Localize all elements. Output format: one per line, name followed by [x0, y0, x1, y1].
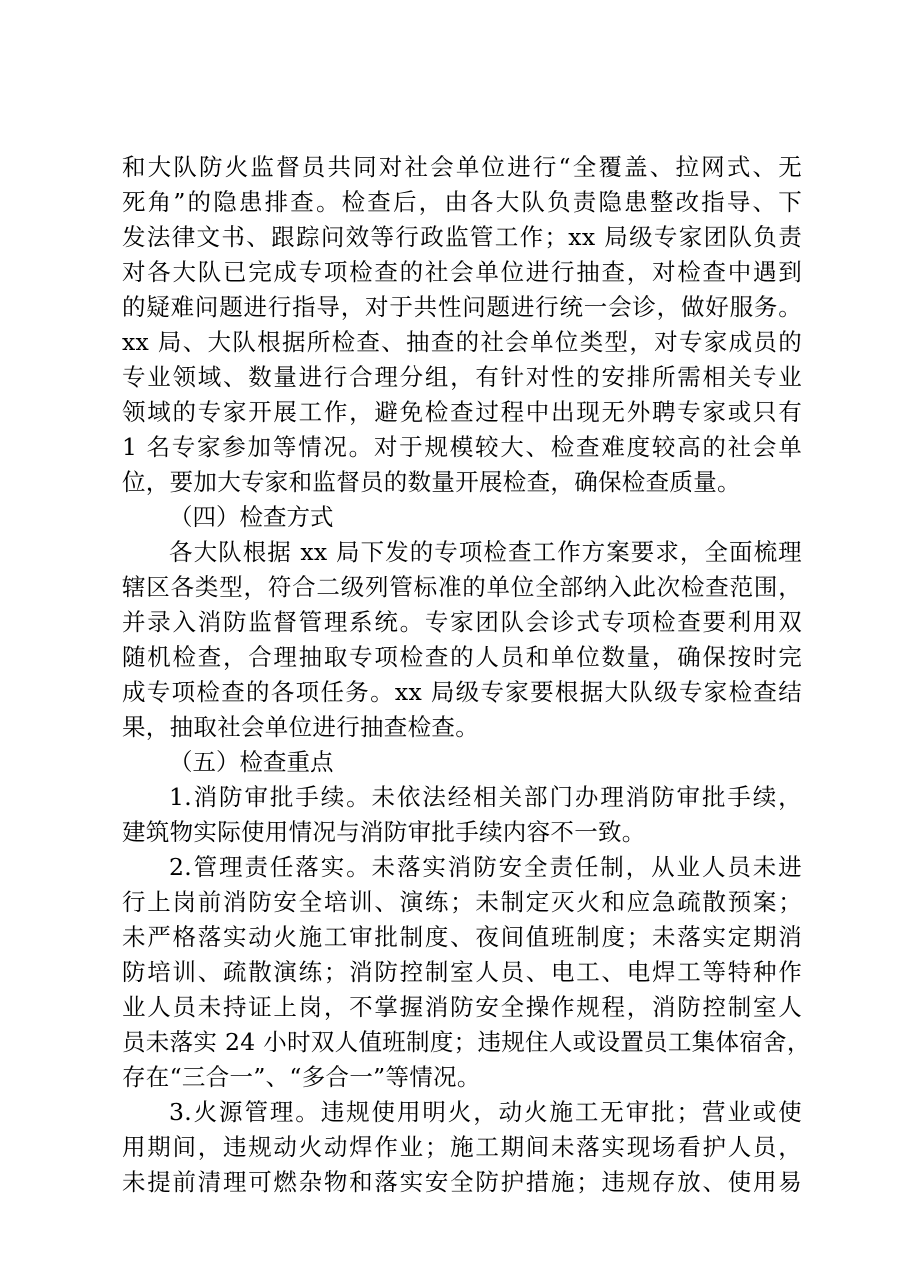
text-line: 员未落实 24 小时双人值班制度；违规住人或设置员工集体宿舍，	[122, 1028, 811, 1056]
text-line: 并录入消防监督管理系统。专家团队会诊式专项检查要利用双	[122, 608, 802, 636]
section-heading-inspection-method: （四）检查方式	[169, 503, 334, 531]
text-line: 随机检查，合理抽取专项检查的人员和单位数量，确保按时完	[122, 643, 802, 671]
paragraph-item-2-responsibility	[122, 850, 811, 1095]
text-line: 位，要加大专家和监督员的数量开展检查，确保检查质量。	[122, 468, 741, 496]
text-line: 领域的专家开展工作，避免检查过程中出现无外聘专家或只有	[122, 398, 802, 426]
text-line: 各大队根据 xx 局下发的专项检查工作方案要求，全面梳理	[169, 538, 802, 566]
text-line: 存在“三合一”、“多合一”等情况。	[122, 1063, 481, 1091]
text-line: 发法律文书、跟踪问效等行政监管工作；xx 局级专家团队负责	[122, 223, 802, 251]
text-line: 未提前清理可燃杂物和落实安全防护措施；违规存放、使用易	[122, 1168, 802, 1196]
document-page	[122, 150, 811, 1200]
text-line: xx 局、大队根据所检查、抽查的社会单位类型，对专家成员的	[122, 328, 802, 356]
text-line: 和大队防火监督员共同对社会单位进行“全覆盖、拉网式、无	[122, 153, 802, 181]
text-line: 死角”的隐患排查。检查后，由各大队负责隐患整改指导、下	[122, 188, 802, 216]
paragraph-continuation	[122, 150, 802, 500]
paragraph-inspection-method	[122, 535, 802, 745]
text-line: 1 名专家参加等情况。对于规模较大、检查难度较高的社会单	[122, 433, 802, 461]
text-line: 防培训、疏散演练；消防控制室人员、电工、电焊工等特种作	[122, 958, 802, 986]
text-line: 果，抽取社会单位进行抽查检查。	[122, 713, 479, 741]
text-line: 用期间，违规动火动焊作业；施工期间未落实现场看护人员，	[122, 1133, 802, 1161]
paragraph-item-3-fire-source	[122, 1095, 802, 1200]
text-line: 辖区各类型，符合二级列管标准的单位全部纳入此次检查范围，	[122, 573, 802, 601]
text-line: 3.火源管理。违规使用明火，动火施工无审批；营业或使	[169, 1098, 802, 1126]
paragraph-item-1-approval	[122, 780, 802, 850]
text-line: 1.消防审批手续。未依法经相关部门办理消防审批手续，	[169, 783, 802, 811]
text-line: 建筑物实际使用情况与消防审批手续内容不一致。	[122, 818, 646, 846]
text-line: 未严格落实动火施工审批制度、夜间值班制度；未落实定期消	[122, 923, 802, 951]
section-heading-inspection-focus: （五）检查重点	[169, 748, 334, 776]
text-line: 专业领域、数量进行合理分组，有针对性的安排所需相关专业	[122, 363, 802, 391]
text-line: 成专项检查的各项任务。xx 局级专家要根据大队级专家检查结	[122, 678, 802, 706]
text-line: 对各大队已完成专项检查的社会单位进行抽查，对检查中遇到	[122, 258, 802, 286]
text-line: 的疑难问题进行指导，对于共性问题进行统一会诊，做好服务。	[122, 293, 802, 321]
text-line: 业人员未持证上岗，不掌握消防安全操作规程，消防控制室人	[122, 993, 802, 1021]
text-line: 行上岗前消防安全培训、演练；未制定灭火和应急疏散预案；	[122, 888, 802, 916]
text-line: 2.管理责任落实。未落实消防安全责任制，从业人员未进	[169, 853, 802, 881]
